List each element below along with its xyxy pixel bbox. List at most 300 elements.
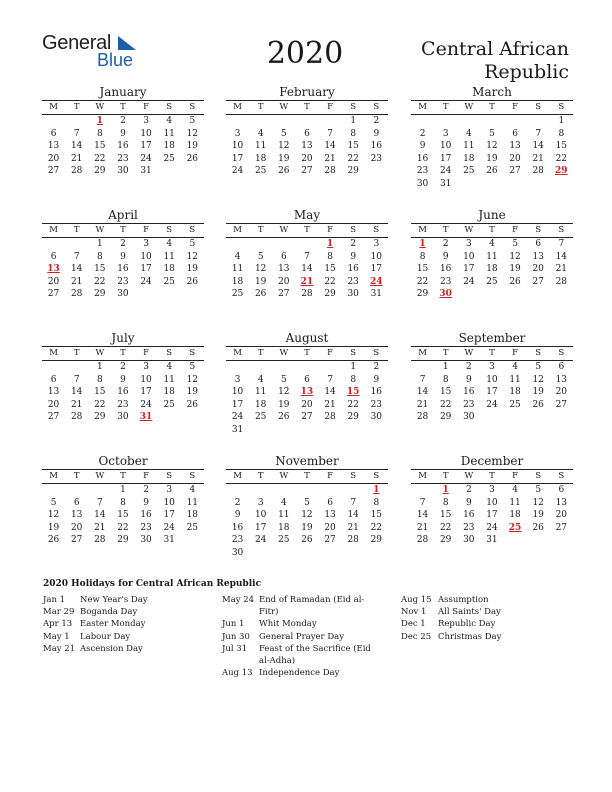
- calendar-day: 1: [120, 485, 126, 495]
- calendar-day: 27: [278, 289, 290, 299]
- weekday-header: [42, 223, 204, 238]
- weekday-header: [411, 223, 573, 238]
- calendar-day: 17: [486, 387, 498, 397]
- calendar-day: 21: [70, 399, 83, 410]
- calendar-day: 11: [486, 251, 498, 262]
- calendar-day: 24: [254, 535, 267, 545]
- month-september: [411, 331, 573, 424]
- weekday-label: M: [233, 225, 242, 235]
- calendar-day: 5: [189, 362, 196, 372]
- calendar-day: 6: [304, 128, 310, 139]
- calendar-day: 19: [47, 522, 60, 533]
- calendar-day: 21: [70, 153, 83, 164]
- weekday-label: S: [350, 225, 357, 235]
- weekday-label: S: [350, 102, 357, 112]
- weekday-label: T: [442, 225, 449, 235]
- calendar-day: 17: [231, 399, 244, 410]
- calendar-day: 24: [231, 166, 244, 176]
- calendar-day: 15: [94, 264, 106, 274]
- calendar-day: 24: [486, 399, 498, 410]
- weekday-label: M: [49, 225, 58, 235]
- calendar-day: 6: [558, 362, 565, 372]
- calendar-day: 23: [117, 153, 129, 164]
- holiday-item: [401, 631, 551, 643]
- calendar-day: 21: [347, 522, 359, 533]
- calendar-day: 27: [555, 522, 568, 533]
- holiday-day: 15: [346, 387, 360, 397]
- holiday-date: Aug 15: [401, 595, 432, 605]
- holiday-date: Dec 1: [401, 619, 426, 630]
- calendar-day: 21: [416, 399, 429, 410]
- calendar-day: 27: [47, 166, 60, 176]
- weekday-header: [42, 469, 204, 484]
- empty-day: [88, 484, 111, 497]
- weekday-label: W: [464, 348, 474, 358]
- month-november: [226, 454, 388, 559]
- month-name: July: [111, 331, 135, 345]
- calendar-day: 8: [419, 251, 426, 262]
- holiday-name: Independence Day: [259, 668, 340, 679]
- holiday-day: 1: [96, 116, 103, 126]
- weekday-label: S: [166, 471, 173, 481]
- calendar-day: 4: [166, 239, 173, 249]
- calendar-day: 9: [234, 510, 241, 520]
- empty-day: [42, 484, 65, 497]
- calendar-day: 31: [140, 166, 152, 176]
- calendar-day: 28: [301, 289, 313, 299]
- weekday-label: T: [442, 348, 449, 358]
- weekday-header: [42, 100, 204, 115]
- holiday-item: [43, 618, 213, 630]
- weekday-label: T: [73, 348, 80, 358]
- holiday-date: Aug 13: [222, 668, 253, 679]
- calendar-day: 17: [463, 264, 475, 274]
- month-april: [42, 208, 204, 301]
- calendar-day: 5: [280, 128, 287, 139]
- calendar-day: 26: [486, 166, 498, 176]
- calendar-day: 17: [254, 522, 267, 533]
- calendar-day: 18: [186, 510, 199, 520]
- calendar-day: 25: [463, 166, 475, 176]
- calendar-day: 26: [278, 166, 290, 176]
- calendar-day: 4: [166, 116, 173, 126]
- month-name: June: [478, 208, 506, 222]
- weekday-label: T: [257, 225, 264, 235]
- calendar-day: 23: [439, 276, 452, 287]
- calendar-day: 8: [442, 374, 449, 385]
- calendar-day: 2: [120, 116, 126, 126]
- calendar-day: 31: [163, 535, 175, 545]
- calendar-day: 21: [70, 276, 83, 287]
- weekday-header: [411, 469, 573, 484]
- day-grid: [411, 484, 573, 547]
- calendar-day: 30: [463, 412, 475, 422]
- empty-day: [65, 238, 88, 251]
- calendar-day: 30: [347, 289, 359, 299]
- weekday-label: T: [120, 225, 126, 235]
- holiday-day: 1: [419, 239, 426, 249]
- calendar-day: 25: [254, 412, 267, 422]
- calendar-day: 10: [486, 374, 498, 385]
- calendar-day: 26: [278, 412, 290, 422]
- weekday-label: W: [279, 102, 289, 112]
- empty-day: [226, 361, 249, 374]
- calendar-day: 4: [257, 374, 264, 385]
- calendar-day: 25: [163, 399, 175, 410]
- calendar-day: 20: [278, 276, 290, 287]
- calendar-day: 9: [373, 374, 380, 385]
- weekday-label: T: [257, 102, 264, 112]
- calendar-day: 22: [370, 522, 383, 533]
- calendar-day: 29: [439, 412, 452, 422]
- calendar-day: 13: [278, 264, 290, 274]
- flag-icon: [116, 36, 136, 52]
- weekday-label: T: [73, 225, 80, 235]
- calendar-day: 1: [350, 362, 357, 372]
- calendar-day: 19: [532, 387, 544, 397]
- calendar-day: 8: [373, 497, 380, 508]
- day-grid: [42, 484, 204, 547]
- calendar-day: 2: [350, 239, 357, 249]
- calendar-day: 4: [257, 128, 264, 139]
- calendar-day: 26: [186, 399, 199, 410]
- calendar-day: 21: [324, 153, 336, 164]
- calendar-day: 4: [512, 485, 518, 495]
- calendar-day: 19: [509, 264, 521, 274]
- calendar-day: 3: [143, 116, 149, 126]
- month-name: January: [99, 85, 147, 99]
- holidays-title: 2020 Holidays for Central African Republic: [43, 579, 262, 589]
- calendar-year: 2020: [266, 36, 344, 71]
- weekday-label: M: [418, 102, 427, 112]
- calendar-day: 9: [465, 374, 472, 385]
- calendar-day: 30: [140, 535, 152, 545]
- calendar-day: 20: [301, 399, 313, 410]
- calendar-day: 21: [94, 522, 106, 533]
- calendar-day: 8: [327, 251, 333, 262]
- weekday-label: F: [327, 225, 334, 235]
- weekday-label: S: [189, 348, 196, 358]
- weekday-label: T: [304, 102, 310, 112]
- calendar-day: 6: [304, 374, 310, 385]
- holiday-day: 1: [442, 485, 449, 495]
- holiday-day: 13: [47, 264, 60, 274]
- weekday-label: T: [73, 471, 80, 481]
- calendar-day: 13: [555, 497, 568, 508]
- calendar-day: 21: [532, 153, 544, 164]
- calendar-day: 11: [509, 497, 521, 508]
- calendar-day: 6: [512, 128, 518, 139]
- calendar-day: 14: [94, 510, 106, 520]
- calendar-day: 27: [301, 412, 313, 422]
- calendar-day: 29: [117, 535, 129, 545]
- calendar-day: 16: [416, 153, 429, 164]
- calendar-day: 14: [324, 387, 336, 397]
- calendar-day: 9: [350, 251, 357, 262]
- weekday-label: T: [489, 471, 495, 481]
- weekday-label: F: [512, 225, 519, 235]
- weekday-label: W: [464, 471, 474, 481]
- empty-day: [65, 484, 88, 497]
- weekday-label: S: [189, 102, 196, 112]
- month-name: March: [472, 85, 512, 99]
- calendar-day: 17: [140, 264, 152, 274]
- calendar-day: 27: [555, 399, 568, 410]
- calendar-day: 6: [50, 374, 57, 385]
- calendar-day: 4: [465, 128, 472, 139]
- month-name: February: [279, 85, 335, 99]
- calendar-day: 14: [347, 510, 359, 520]
- weekday-label: W: [464, 225, 474, 235]
- calendar-day: 6: [280, 251, 287, 262]
- empty-day: [42, 361, 65, 374]
- calendar-day: 3: [143, 239, 149, 249]
- calendar-day: 12: [278, 141, 290, 151]
- weekday-label: M: [418, 225, 427, 235]
- calendar-day: 21: [416, 522, 429, 533]
- calendar-day: 8: [350, 128, 357, 139]
- month-january: [42, 85, 204, 178]
- empty-day: [411, 115, 434, 128]
- calendar-day: 18: [254, 153, 267, 164]
- calendar-day: 11: [254, 387, 267, 397]
- empty-day: [272, 115, 295, 128]
- calendar-day: 10: [231, 387, 244, 397]
- weekday-label: S: [350, 471, 357, 481]
- weekday-header: [42, 346, 204, 361]
- calendar-day: 19: [301, 522, 313, 533]
- calendar-day: 15: [94, 141, 106, 151]
- calendar-day: 12: [509, 251, 521, 262]
- calendar-day: 5: [512, 239, 518, 249]
- calendar-day: 29: [439, 535, 452, 545]
- calendar-day: 18: [163, 387, 175, 397]
- holiday-name: Boganda Day: [80, 607, 138, 618]
- holiday-day: 30: [439, 289, 452, 299]
- holiday-day: 13: [300, 387, 314, 397]
- calendar-day: 7: [419, 497, 426, 508]
- calendar-day: 17: [370, 264, 383, 274]
- calendar-day: 11: [163, 374, 175, 385]
- calendar-day: 26: [301, 535, 313, 545]
- calendar-day: 26: [532, 522, 544, 533]
- holiday-item: [401, 606, 551, 618]
- calendar-day: 16: [463, 510, 475, 520]
- calendar-day: 23: [370, 153, 383, 164]
- calendar-day: 12: [186, 128, 199, 139]
- calendar-day: 20: [555, 510, 568, 520]
- calendar-day: 30: [117, 412, 129, 422]
- month-march: [411, 85, 573, 190]
- calendar-day: 12: [532, 374, 544, 385]
- calendar-day: 29: [347, 166, 359, 176]
- calendar-day: 22: [94, 276, 106, 287]
- calendar-day: 26: [47, 535, 60, 545]
- holiday-date: Nov 1: [401, 607, 427, 618]
- calendar-day: 14: [416, 387, 429, 397]
- month-december: [411, 454, 573, 547]
- calendar-day: 31: [370, 289, 383, 299]
- calendar-day: 12: [532, 497, 544, 508]
- calendar-day: 11: [163, 251, 175, 262]
- calendar-day: 7: [73, 128, 80, 139]
- holiday-name: Easter Monday: [80, 619, 146, 630]
- calendar-day: 20: [509, 153, 521, 164]
- calendar-day: 24: [140, 399, 152, 410]
- calendar-day: 25: [186, 522, 199, 533]
- calendar-day: 17: [439, 153, 452, 164]
- calendar-day: 6: [558, 485, 565, 495]
- calendar-day: 30: [463, 535, 475, 545]
- holiday-day: 21: [300, 276, 314, 287]
- calendar-day: 19: [186, 264, 199, 274]
- calendar-day: 18: [163, 141, 175, 151]
- calendar-day: 22: [117, 522, 129, 533]
- calendar-day: 26: [532, 399, 544, 410]
- calendar-day: 25: [278, 535, 290, 545]
- calendar-day: 18: [509, 387, 521, 397]
- calendar-day: 9: [373, 128, 380, 139]
- empty-day: [295, 361, 318, 374]
- calendar-day: 3: [489, 362, 495, 372]
- calendar-day: 25: [509, 399, 521, 410]
- holiday-date: Dec 25: [401, 631, 432, 642]
- calendar-day: 29: [347, 412, 359, 422]
- calendar-day: 13: [324, 510, 336, 520]
- calendar-day: 29: [94, 289, 106, 299]
- calendar-day: 24: [140, 153, 152, 164]
- holiday-item: [222, 618, 382, 630]
- calendar-day: 7: [327, 374, 333, 385]
- calendar-day: 6: [327, 497, 333, 508]
- month-may: [226, 208, 388, 301]
- weekday-label: S: [373, 471, 380, 481]
- empty-day: [226, 115, 249, 128]
- weekday-label: F: [143, 348, 150, 358]
- calendar-day: 7: [535, 128, 542, 139]
- month-name: May: [293, 208, 321, 222]
- calendar-day: 7: [73, 374, 80, 385]
- calendar-day: 28: [94, 535, 106, 545]
- calendar-day: 5: [489, 128, 495, 139]
- calendar-day: 20: [47, 399, 60, 410]
- calendar-day: 14: [70, 387, 83, 397]
- calendar-day: 31: [439, 178, 452, 189]
- calendar-day: 24: [140, 276, 152, 287]
- empty-day: [411, 484, 434, 497]
- holiday-date: Apr 13: [43, 619, 73, 630]
- calendar-day: 29: [416, 289, 429, 299]
- calendar-day: 8: [96, 374, 103, 385]
- calendar-day: 18: [486, 264, 498, 274]
- calendar-day: 9: [465, 497, 472, 508]
- calendar-day: 10: [439, 141, 452, 151]
- empty-day: [42, 238, 65, 251]
- holiday-date: Jan 1: [43, 595, 66, 605]
- calendar-day: 16: [370, 387, 383, 397]
- calendar-day: 5: [189, 116, 196, 126]
- calendar-day: 23: [463, 399, 475, 410]
- calendar-day: 27: [301, 166, 313, 176]
- calendar-day: 20: [555, 387, 568, 397]
- calendar-day: 27: [532, 276, 544, 287]
- empty-day: [226, 484, 249, 497]
- holiday-item: [222, 643, 382, 667]
- calendar-day: 9: [120, 374, 126, 385]
- holiday-date: May 24: [222, 595, 255, 605]
- calendar-day: 22: [324, 276, 336, 287]
- calendar-day: 20: [47, 276, 60, 287]
- empty-day: [249, 115, 272, 128]
- calendar-day: 5: [304, 497, 310, 508]
- month-name: April: [108, 208, 138, 222]
- calendar-day: 1: [350, 116, 357, 126]
- calendar-day: 27: [509, 166, 521, 176]
- calendar-day: 30: [117, 289, 129, 299]
- holiday-item: [222, 631, 382, 643]
- month-june: [411, 208, 573, 301]
- weekday-label: S: [373, 348, 380, 358]
- calendar-day: 19: [278, 153, 290, 164]
- calendar-day: 5: [280, 374, 287, 385]
- calendar-day: 15: [439, 387, 452, 397]
- weekday-label: S: [535, 102, 542, 112]
- empty-day: [226, 238, 249, 251]
- calendar-day: 15: [94, 387, 106, 397]
- calendar-day: 1: [96, 362, 103, 372]
- weekday-label: S: [166, 348, 173, 358]
- holiday-date: Jun 1: [222, 619, 245, 630]
- calendar-day: 27: [70, 535, 83, 545]
- weekday-label: T: [489, 225, 495, 235]
- day-grid: [411, 115, 573, 190]
- weekday-label: M: [49, 471, 58, 481]
- calendar-day: 6: [535, 239, 542, 249]
- calendar-day: 1: [442, 362, 449, 372]
- calendar-day: 4: [166, 362, 173, 372]
- weekday-header: [411, 100, 573, 115]
- holiday-name: Feast of the Sacrifice (Eid al-Adha): [259, 643, 371, 667]
- calendar-day: 25: [231, 289, 244, 299]
- weekday-label: S: [535, 225, 542, 235]
- holiday-item: [222, 594, 382, 618]
- brand-logo: [42, 32, 142, 72]
- calendar-day: 8: [558, 128, 565, 139]
- calendar-day: 19: [278, 399, 290, 410]
- calendar-day: 17: [231, 153, 244, 164]
- empty-day: [480, 115, 503, 128]
- weekday-label: T: [442, 471, 449, 481]
- empty-day: [272, 484, 295, 497]
- calendar-day: 15: [370, 510, 383, 520]
- weekday-label: F: [327, 471, 334, 481]
- day-grid: [226, 361, 388, 436]
- calendar-day: 1: [558, 116, 565, 126]
- calendar-day: 11: [163, 128, 175, 139]
- weekday-header: [226, 223, 388, 238]
- holiday-name: Labour Day: [80, 631, 131, 642]
- calendar-day: 23: [370, 399, 383, 410]
- holiday-column: [222, 594, 382, 679]
- calendar-day: 28: [416, 535, 429, 545]
- calendar-day: 1: [96, 239, 103, 249]
- day-grid: [226, 115, 388, 178]
- weekday-header: [411, 346, 573, 361]
- calendar-day: 13: [301, 141, 313, 151]
- calendar-day: 27: [324, 535, 336, 545]
- holiday-name: Whit Monday: [259, 619, 317, 630]
- calendar-day: 18: [231, 276, 244, 287]
